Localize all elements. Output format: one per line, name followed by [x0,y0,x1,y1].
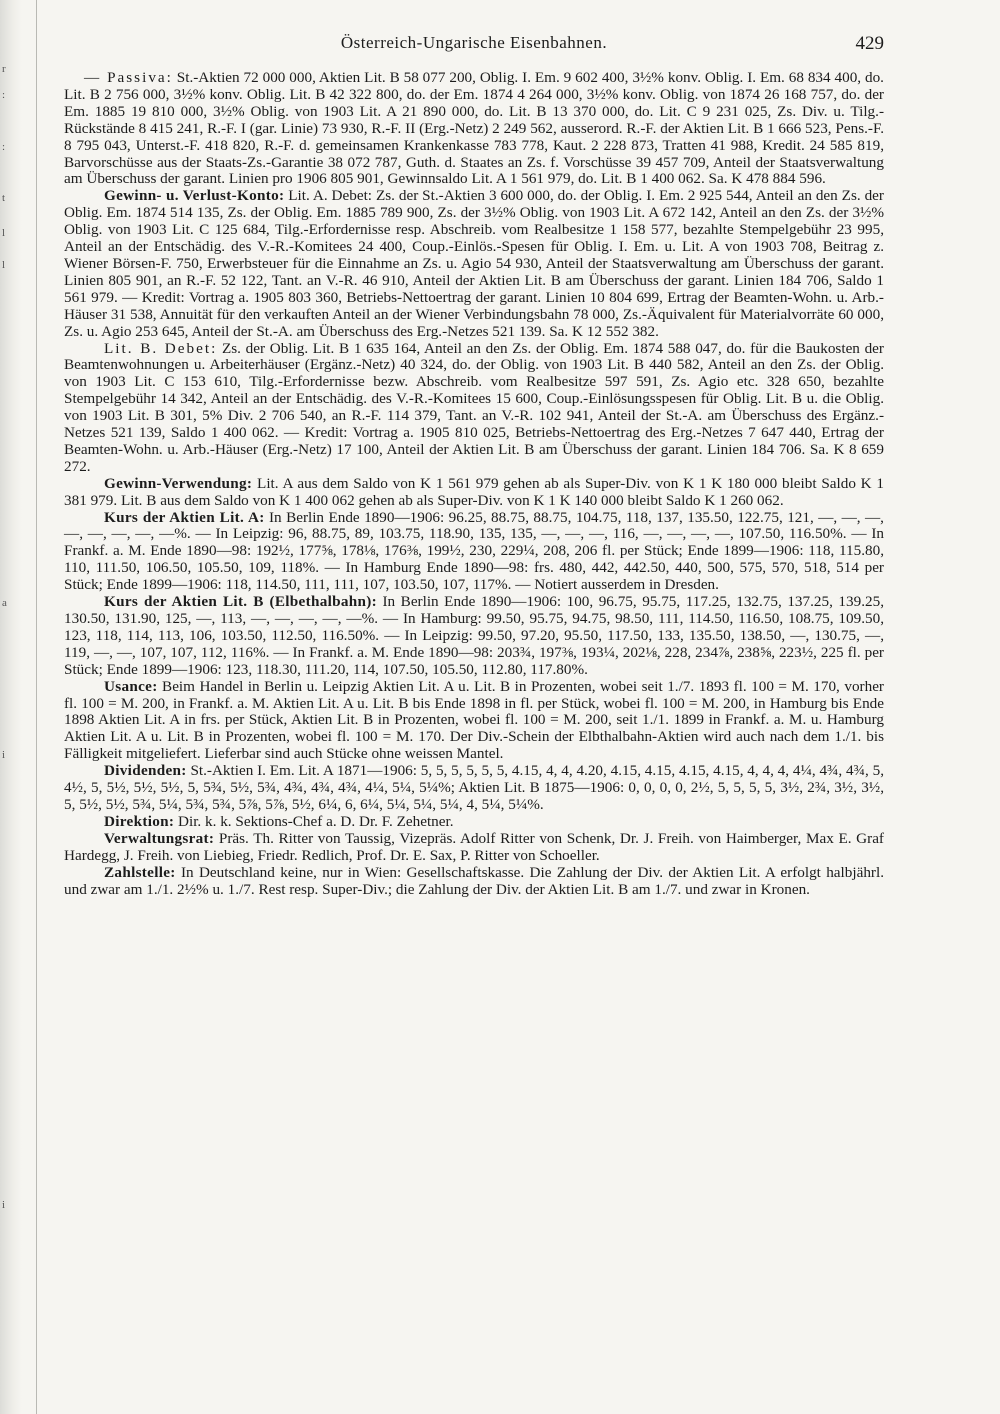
paragraph-text: In Berlin Ende 1890—1906: 100, 96.75, 95.75, 117.25, 132.75, 137.25, 139.25, 130.50, 131.90, 125, —, 113, —, —, —, —, —%. — In Hamburg: 99.50, 95.75, 94.75, 98.50, 111, 114.50, 116.50, 108.75, 109.50, 123, 118, 114, 113, 106, 103.50, 112.50, 116.50%. — In Leipzig: 99.50, 97.20, 95.50, 117.50, 133, 135.50, 138.50, —, 130.75, —, 119, —, —, 107, 107, 112, 116%. — In Frankf. a. M. Ende 1890—98: 203¾, 197⅜, 193¼, 202⅛, 228, 234⅞, 238⅝, 223½, 225 fl. per Stück; Ende 1899—1906: 123, 118.30, 111.20, 114, 107.50, 105.50, 112.80, 117.80%. [64,593,884,678]
paragraph-dividenden [64,763,884,814]
paragraph-gewinn-verlust [64,188,884,340]
paragraph-text: St.-Aktien 72 000 000, Aktien Lit. B 58 077 200, Oblig. I. Em. 9 602 400, 3½% konv. Oblig. I. Em. 68 834 400, do. Lit. B 2 756 000, 3½% konv. Oblig. Lit. B 42 322 800, do. der Em. 1874 4 264 000, 3½% konv. Oblig. von 1874 26 168 757, do. der Em. 1885 19 810 000, 3½% Oblig. von 1903 Lit. A 21 890 000, do. Lit. B 13 370 000, do. Lit. C 9 231 025, Zs. Div. u. Tilg.-Rückstände 8 415 241, R.-F. I (gar. Linie) 73 930, R.-F. II (Erg.-Netz) 2 249 562, ausserord. R.-F. der Aktien Lit. B 1 666 523, Pens.-F. 8 795 043, Unterst.-F. 418 820, R.-F. d. gemeinsamen Krankenkasse 783 778, Kaut. 2 228 873, Tratten 41 988, Kredit. 24 585 819, Barvorschüsse aus der Staats-Zs.-Garantie 38 072 787, Guth. d. Staates an Zs. f. Vorschüsse 39 457 709, Anteil der Staatsverwaltung am Überschuss der garant. Linien pro 1906 805 901, Gewinnsaldo Lit. A 1 561 979, do. Lit. B 1 400 062. Sa. K 478 884 596. [64,69,884,188]
gutter-line [36,0,37,1414]
margin-mark: : [2,89,6,101]
paragraph-verwaltungsrat [64,831,884,865]
paragraph-usance [64,679,884,764]
paragraph-text: St.-Aktien I. Em. Lit. A 1871—1906: 5, 5, 5, 5, 5, 5, 4.15, 4, 4, 4.20, 4.15, 4.15, 4.15, 4.15, 4, 4, 4, 4¼, 4¾, 4¾, 5, 4½, 5, 5½, 5½, 5½, 5, 5¾, 5½, 5¾, 4¾, 4¾, 4¾, 4¼, 5¼, 5¼%; Aktien Lit. B 1875—1906: 0, 0, 0, 0, 2½, 5, 5, 5, 5, 3½, 2¾, 3½, 3½, 5, 5½, 5½, 5¾, 5¼, 5¾, 5¾, 5⅞, 5⅞, 5½, 6¼, 6, 6¼, 5¼, 5¼, 5¼, 4, 5¼, 5¼%. [64,762,884,813]
page-number: 429 [855,33,884,54]
paragraph-heading: Gewinn-Verwendung: [104,474,253,492]
paragraph-heading: Gewinn- u. Verlust-Konto: [104,187,285,205]
margin-mark: a [2,597,7,609]
margin-mark: l [2,259,6,271]
margin-mark: r [2,63,6,75]
paragraph-lead: Lit. B. Debet: [104,339,218,357]
margin-mark: l [2,227,6,239]
margin-mark: : [2,141,6,153]
paragraph-text: Zs. der Oblig. Lit. B 1 635 164, Anteil an den Zs. der Oblig. Em. 1874 588 047, do. für die Baukosten der Beamtenwohnungen u. Arbeiterhäuser (Ergänz.-Netz) 40 324, do. der Oblig. von 1903 Lit. B 440 582, Anteil an den Zs. der Oblig. von 1903 Lit. C 153 610, Tilg.-Erfordernisse bezw. Abschreib. vom Realbesitze 597 591, Zs. Agio etc. 328 650, bezahlte Stempelgebühr 14 342, Anteil an der Entschädig. des V.-R.-Komitees 15 600, Coup.-Einlösungsspesen für Oblig. Lit. B u. die Oblig. von 1903 Lit. B 301, 5% Div. 2 706 540, an R.-F. 114 379, Tant. an V.-R. 102 941, Anteil der St.-A. am Überschuss des Ergänz.-Netzes 521 139, Saldo 1 400 062. — Kredit: Vortrag a. 1905 810 025, Betriebs-Nettoertrag des Erg.-Netzes 7 647 440, Ertrag der Beamten-Wohn. u. Arb.-Häuser (Erg.-Netz) 17 100, Anteil der Aktien Lit. B am Überschuss der garant. Linien 184 706. Sa. K 8 659 272. [64,339,884,475]
page-header [64,33,884,57]
paragraph-kurs-lit-b [64,594,884,679]
paragraph-heading: Zahlstelle: [104,863,176,881]
paragraph-direktion [64,814,884,831]
paragraph-passiva [64,70,884,188]
margin-mark: i [2,1199,6,1211]
paragraph-lit-b [64,341,884,476]
paragraph-heading: Dividenden: [104,762,187,780]
paragraph-gewinn-verwendung [64,476,884,510]
paragraph-heading: Direktion: [104,812,175,830]
paragraph-text: Präs. Th. Ritter von Taussig, Vizepräs. Adolf Ritter von Schenk, Dr. J. Freih. von Haimberger, Max E. Graf Hardegg, J. Freih. von Liebieg, Friedr. Redlich, Prof. Dr. E. Sax, P. Ritter von Schoeller. [64,829,884,864]
paragraph-text: Lit. A. Debet: Zs. der St.-Aktien 3 600 000, do. der Oblig. I. Em. 2 925 544, Anteil an den Zs. der Oblig. Em. 1874 514 135, Zs. der Oblig. Em. 1885 789 900, Zs. der 3½% Oblig. von 1903 Lit. A 672 142, Anteil an den Zs. der 3½% Oblig. von 1903 Lit. C 125 684, Tilg.-Erfordernisse resp. Abschreib. vom Realbesitze 1 158 577, bezahlte Stempelgebühr 23 995, Anteil an der Entschädig. des V.-R.-Komitees 24 400, Coup.-Einlös.-Spesen für Oblig. I. Em. u. Lit. A von 1903 708, Beitrag z. Wiener Börsen-F. 750, Erwerbsteuer für die Einnahme an Zs. u. Agio 54 930, Anteil der Staatsverwaltung am Überschuss der garant. Linien 805 901, an R.-F. 52 122, Tant. an V.-R. 46 910, Anteil der Aktien Lit. B am Überschuss der garant. Linien 184 706, Saldo 1 561 979. — Kredit: Vortrag a. 1905 803 360, Betriebs-Nettoertrag der garant. Linien 10 804 699, Ertrag der Beamten-Wohn. u. Arb.-Häuser 31 538, Annuität für den verkauften Anteil an der Wiener Verbindungsbahn 78 000, Zs.-Äquivalent für Materialvorräte 60 000, Zs. u. Agio 253 645, Anteil der St.-A. am Überschuss des Erg.-Netzes 521 139. Sa. K 12 552 382. [64,187,884,340]
running-title: Österreich-Ungarische Eisenbahnen. [340,33,608,52]
paragraph-kurs-lit-a [64,510,884,595]
paragraph-text: In Deutschland keine, nur in Wien: Gesellschaftskasse. Die Zahlung der Div. der Aktien Lit. A erfolgt halbjährl. und zwar am 1./1. 2½% u. 1./7. Rest resp. Super-Div.; die Zahlung der Div. der Aktien Lit. B am 1./7. und zwar in Kronen. [64,863,884,898]
paragraph-heading: Verwaltungsrat: [104,829,215,847]
paragraph-text: Lit. A aus dem Saldo von K 1 561 979 gehen ab als Super-Div. von K 1 K 180 000 bleibt Saldo K 1 381 979. Lit. B aus dem Saldo von K 1 400 062 gehen ab als Super-Div. von K 1 K 140 000 bleibt Saldo K 1 260 062. [64,474,884,509]
paragraph-zahlstelle [64,865,884,899]
margin-mark: i [2,749,6,761]
paragraph-heading: Usance: [104,677,158,695]
paragraph-heading: Kurs der Aktien Lit. B (Elbethalbahn): [104,593,377,611]
paragraph-text: Beim Handel in Berlin u. Leipzig Aktien Lit. A u. Lit. B in Prozenten, wobei seit 1./7. 1893 fl. 100 = M. 170, vorher fl. 100 = M. 200, in Frankf. a. M. Aktien Lit. A u. Lit. B bis Ende 1898 in fl. per Stück, wobei fl. 100 = M. 200, in Hamburg bis Ende 1898 Aktien Lit. A in frs. per Stück, Aktien Lit. B in Prozenten, wobei fl. 100 = M. 200, seit 1./1. 1899 in Frankf. a. M. u. Hamburg Aktien Lit. A u. Lit. B in Prozenten, wobei fl. 100 = M. 170. Der Div.-Schein der Elbthalbahn-Aktien wird auch nach dem 1./1. bis Fälligkeit mitgeliefert. Lieferbar sind auch Stücke ohne weissen Mantel. [64,677,884,763]
paragraph-heading: Kurs der Aktien Lit. A: [104,508,265,526]
paragraph-text: Dir. k. k. Sektions-Chef a. D. Dr. F. Zehetner. [174,812,454,830]
paragraph-text: In Berlin Ende 1890—1906: 96.25, 88.75, 88.75, 104.75, 118, 137, 135.50, 122.75, 121, —, —, —, —, —, —, —, —%. — In Leipzig: 96, 88.75, 89, 103.75, 118.90, 135, 135, —, —, —, 116, —, —, —, —, 107.50, 116.50%. — In Frankf. a. M. Ende 1890—98: 192½, 177⅝, 178⅛, 176⅜, 199½, 230, 229¼, 208, 206 fl. per Stück; Ende 1899—1906: 118, 115.80, 110, 111.50, 106.50, 105.50, 109, 118%. — In Hamburg Ende 1890—98: frs. 480, 442, 442.50, 440, 500, 575, 570, 518, 514 per Stück; Ende 1899—1906: 118, 114.50, 111, 111, 107, 103.50, 107, 117%. — Notiert ausserdem in Dresden. [64,508,884,594]
paragraph-lead: — Passiva: [84,69,173,86]
margin-mark: t [2,192,6,204]
document-body [64,70,884,898]
